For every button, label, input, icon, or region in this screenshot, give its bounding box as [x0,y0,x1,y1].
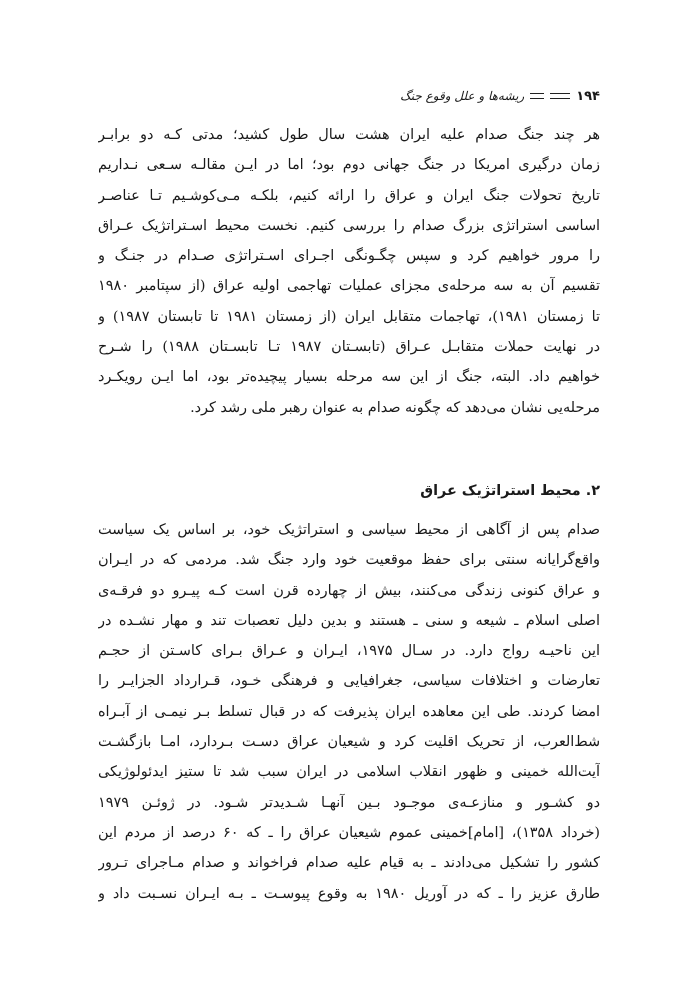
text-line: در نهایت حملات متقابـل عـراق (تابسـتان ۱۹۸۷ تـا تابسـتان ۱۹۸۸) را شـرح [98,339,600,356]
text-line: امضا کردند. طی این معاهده ایران پذیرفت که در قبال تسلط بـر نیمـی از آبـراه [98,703,600,720]
text-line: شط‌العرب، از تحریک اقلیت کرد و شیعیان عراق دسـت بـردارد، امـا بازگشـت [98,734,600,751]
text-line: این ناحیـه رواج دارد. در سـال ۱۹۷۵، ایـران و عـراق بـرای کاسـتن از حجـم [98,643,600,660]
text-line: تاریخ تحولات جنگ ایران و عراق را ارائه کنیم، بلکـه مـی‌کوشـیم تـا عناصـر [98,187,600,204]
text-line: کشور را تشکیل می‌دادند ـ به قیام علیه صدام فراخواند و صدام مـاجرای تـرور [98,855,600,872]
header-rule-ornament-short [530,93,543,99]
text-line: دو کشـور و منازعـه‌ی موجـود بـین آنهـا شـدیدتر شـود. در ژوئـن ۱۹۷۹ [98,794,600,811]
paragraph-intro [98,120,600,423]
text-line: تعارضات و اختلافات سیاسی، جغرافیایی و فرهنگی خـود، قـرارداد الجزایـر را [98,673,600,690]
text-line: اصلی اسلام ـ شیعه و سنی ـ هستند و بدین دلیل تعصبات تند و مهار نشـده در [98,612,600,629]
text-line: و عراق کنونی زندگی می‌کنند، بیش از چهارده قرن است کـه پیـرو دو فرقـه‌ی [98,582,600,599]
running-header [400,86,600,106]
text-line: مرحله‌یی نشان می‌دهد که چگونه صدام به عنوان رهبر ملی رشد کرد. [190,399,600,416]
text-line: را مرور خواهیم کرد و سپس چگـونگی اجـرای اسـتراتژی صـدام در جنـگ و [98,248,600,265]
page-number: ۱۹۴ [576,88,600,104]
text-line: صدام پس از آگاهی از محیط سیاسی و استراتژیک خود، بر اساس یک سیاست [98,522,600,538]
text-line: زمان درگیری امریکا در جنگ جهانی دوم بود؛ اما در ایـن مقالـه سـعی نـداریم [98,157,600,174]
section-heading: ۲. محیط استراتژیک عراق [420,483,600,499]
paragraph-strategic-environment [98,515,600,909]
text-line: تقسیم آن به سه مرحله‌ی مجزای عملیات تهاجمی اولیه عراق (از سپتامبر ۱۹۸۰ [98,278,600,295]
text-line: (خرداد ۱۳۵۸)، [امام]خمینی عموم شیعیان عراق را ـ که ۶۰ درصد از مردم این [98,824,600,841]
text-line: خواهیم داد. البته، جنگ از این سه مرحله بسیار پیچیده‌تر بود، اما ایـن رویکـرد [98,369,600,386]
header-rule-ornament [550,93,571,99]
text-line: هر چند جنگ صدام علیه ایران هشت سال طول کشید؛ مدتی کـه دو برابـر [98,127,600,143]
running-title: ریشه‌ها و علل وقوع جنگ [400,89,525,103]
text-line: طارق عزیز را ـ که در آوریل ۱۹۸۰ به وقوع پیوسـت ـ بـه ایـران نسـبت داد و [98,885,600,902]
text-line: آیت‌الله خمینی و ظهور انقلاب اسلامی در ایران سبب شد تا ستیز ایدئولوژیکی [98,764,600,781]
text-line: اساسی استراتژی بزرگ صدام را بررسی کنیم. نخست محیط اسـتراتژیک عـراق [98,217,600,234]
text-line: واقع‌گرایانه سنتی برای حفظ موقعیت خود وارد جنگ شد. مردمی که در ایـران [98,552,600,569]
text-line: تا زمستان ۱۹۸۱)، تهاجمات متقابل ایران (از زمستان ۱۹۸۱ تا تابستان ۱۹۸۷) و [98,308,600,325]
